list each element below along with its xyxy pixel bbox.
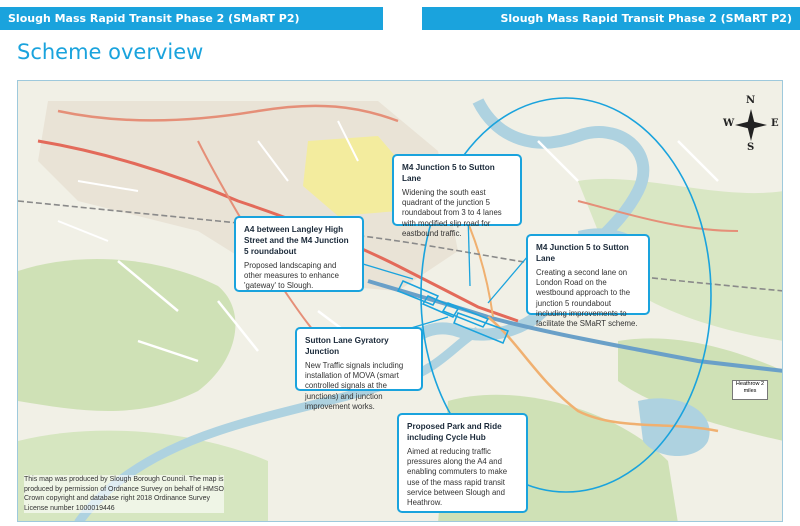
callout-body: Proposed landscaping and other measures to enhance 'gateway' to Slough. [244,261,339,291]
compass-south: S [747,142,755,153]
callout-sutton-lane-gyratory[interactable] [295,327,423,411]
compass-rose [735,109,767,141]
callout-title: Proposed Park and Ride including Cycle Hub [407,422,502,442]
callout-title: A4 between Langley High Street and the M4 Junction 5 roundabout [244,225,349,256]
compass-east: E [771,118,779,129]
compass-north: N [746,95,756,106]
callout-title: M4 Junction 5 to Sutton Lane [536,243,629,263]
callout-park-and-ride[interactable] [397,413,528,513]
callout-body: Aimed at reducing traffic pressures along the A4 and enabling commuters to make use of the mass rapid transit service between Slough and Heathrow. [407,447,508,508]
heathrow-sign: Heathrow 2 miles [732,380,768,400]
scheme-map[interactable] [17,80,783,522]
callout-m4-junction-widening[interactable] [392,154,522,238]
callout-title: M4 Junction 5 to Sutton Lane [402,163,495,183]
page-title: Scheme overview [17,40,204,64]
compass-west: W [723,118,735,129]
callout-body: New Traffic signals including installation of MOVA (smart controlled signals at the junctions) and junction improvement works. [305,361,404,411]
callout-body: Widening the south east quadrant of the junction 5 roundabout from 3 to 4 lanes with modified slip road for eastbound traffic. [402,188,502,238]
map-credit: This map was produced by Slough Borough Council. The map is produced by permission of Ordnance Survey on behalf of HMSO Crown copyright and database right 2018 Ordinance Survey License number 1000019446 [24,476,224,512]
header-right-title: Slough Mass Rapid Transit Phase 2 (SMaRT P2) [422,7,800,30]
callout-title: Sutton Lane Gyratory Junction [305,336,389,356]
callout-london-road-lane[interactable] [526,234,650,329]
green-area [18,259,235,411]
callout-a4-gateway[interactable] [234,216,364,292]
header-left-title: Slough Mass Rapid Transit Phase 2 (SMaRT P2) [0,7,383,30]
callout-body: Creating a second lane on London Road on the westbound approach to the junction 5 roundabout including improvements to facilitate the SMaRT scheme. [536,268,638,329]
